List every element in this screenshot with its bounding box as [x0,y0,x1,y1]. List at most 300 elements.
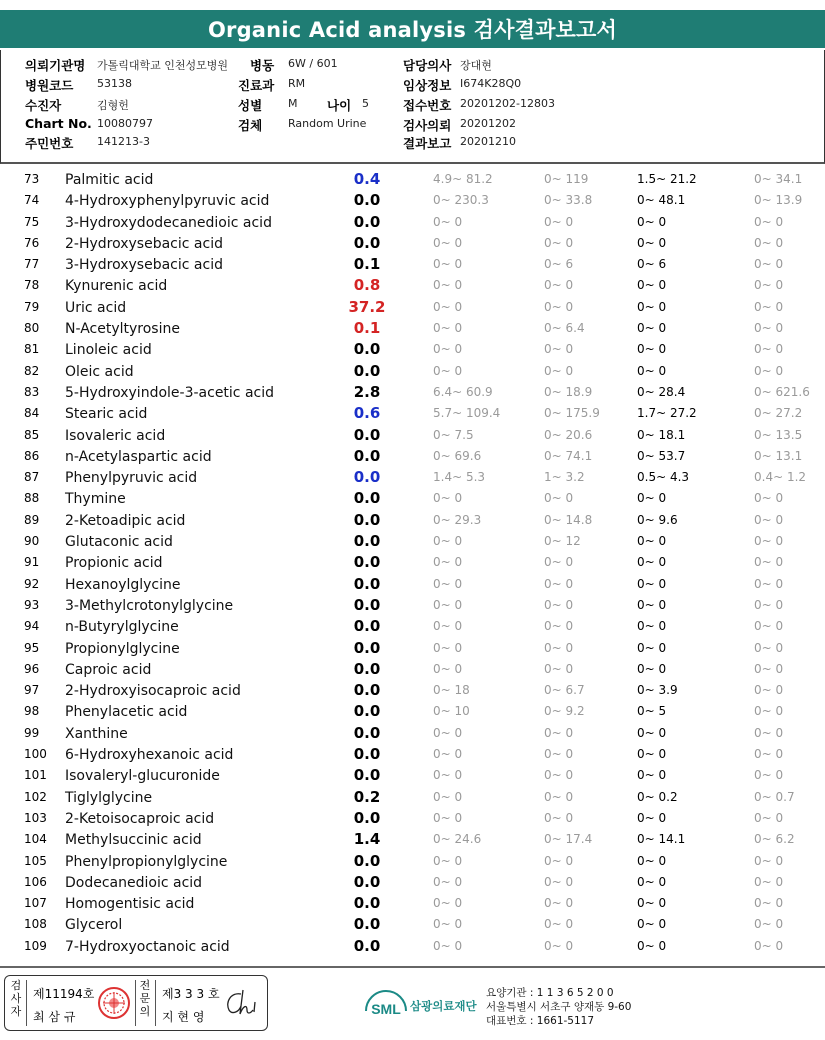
result-value: 0.0 [353,340,381,359]
doctor-value: 장대현 [460,59,492,72]
table-row [0,915,825,936]
reference-range-4: 0~ 0 [754,363,784,378]
reference-range-1: 0~ 0 [433,725,463,740]
analyte-name: Xanthine [65,725,128,742]
table-row [0,745,825,766]
reference-range-4: 0~ 13.5 [754,427,803,442]
result-value: 0.8 [353,276,381,295]
reference-range-2: 0~ 0 [544,874,574,889]
table-row [0,234,825,255]
row-number: 103 [24,810,47,825]
reference-range-2: 0~ 33.8 [544,193,593,208]
analyte-name: Stearic acid [65,406,148,423]
result-value: 0.0 [353,489,381,508]
analyte-name: Thymine [65,491,126,508]
patient-info-panel [0,50,825,164]
analyte-name: 2-Ketoisocaproic acid [65,810,215,827]
reference-range-3: 0~ 0 [637,299,667,314]
reference-range-2: 0~ 0 [544,853,574,868]
reference-range-3: 0~ 0 [637,214,667,229]
reference-range-1: 0~ 0 [433,299,463,314]
logo-mark: SML [371,1001,401,1017]
table-row [0,532,825,553]
reference-range-4: 0~ 0 [754,874,784,889]
analyte-name: Glutaconic acid [65,534,173,551]
age-label: 나이 [327,98,352,113]
reference-range-2: 0~ 0 [544,725,574,740]
specialist-license: 제3 3 3 호 [162,987,220,1001]
reference-range-1: 4.9~ 81.2 [433,172,493,186]
table-row [0,681,825,702]
table-row [0,575,825,596]
reference-range-2: 0~ 18.9 [544,384,593,399]
analyte-name: Isovaleric acid [65,427,166,444]
reference-range-4: 0~ 0 [754,938,784,953]
analyte-name: 2-Hydroxyisocaproic acid [65,683,241,700]
row-number: 91 [24,555,40,570]
table-row [0,426,825,447]
analyte-name: Hexanoylglycine [65,576,181,593]
reference-range-4: 0~ 0 [754,747,784,762]
row-number: 96 [24,661,40,676]
chart-label: Chart No. [25,116,92,131]
reference-range-2: 0~ 12 [544,534,581,549]
row-number: 84 [24,406,40,421]
reference-range-1: 0~ 0 [433,576,463,591]
reference-range-4: 0~ 0 [754,725,784,740]
report-date-label: 결과보고 [403,136,452,151]
result-value: 0.0 [353,766,381,785]
reference-range-4: 0~ 0 [754,576,784,591]
reference-range-2: 0~ 0 [544,597,574,612]
ward-label: 병동 [250,58,275,73]
analyte-name: Kynurenic acid [65,278,168,295]
reference-range-2: 0~ 0 [544,917,574,932]
reference-range-4: 0~ 34.1 [754,172,803,186]
analyte-name: Methylsuccinic acid [65,832,202,849]
reference-range-1: 0~ 0 [433,363,463,378]
reference-range-2: 0~ 6.7 [544,683,585,698]
reference-range-4: 0~ 0 [754,257,784,272]
row-number: 77 [24,257,40,272]
analyte-name: Uric acid [65,299,127,316]
reference-range-1: 0~ 0 [433,640,463,655]
table-row [0,596,825,617]
reference-range-3: 1.7~ 27.2 [637,406,697,421]
signature-box [4,975,268,1031]
reference-range-1: 0~ 230.3 [433,193,489,208]
analyte-name: Glycerol [65,917,123,934]
analyte-name: Oleic acid [65,363,134,380]
reference-range-2: 0~ 0 [544,640,574,655]
reference-range-3: 0~ 0 [637,640,667,655]
clinical-value: I674K28Q0 [460,77,522,90]
reference-range-2: 0~ 0 [544,938,574,953]
result-value: 0.0 [353,425,381,444]
reference-range-3: 0~ 0 [637,725,667,740]
table-row [0,660,825,681]
result-value: 0.0 [353,468,381,487]
reference-range-2: 0~ 0 [544,619,574,634]
result-value: 0.0 [353,808,381,827]
reference-range-3: 0~ 0 [637,491,667,506]
reference-range-2: 0~ 20.6 [544,427,593,442]
analyte-name: Homogentisic acid [65,896,195,913]
table-row [0,766,825,787]
table-row [0,447,825,468]
reference-range-4: 0~ 0 [754,683,784,698]
reference-range-1: 0~ 0 [433,896,463,911]
reference-range-3: 0~ 14.1 [637,832,686,847]
analyte-name: Isovaleryl-glucuronide [65,768,220,785]
tester-role-label: 검사자 [10,979,22,1018]
table-row [0,319,825,340]
reference-range-1: 0~ 0 [433,789,463,804]
reference-range-4: 0~ 13.9 [754,193,803,208]
reference-range-2: 0~ 0 [544,235,574,250]
reference-range-4: 0~ 0 [754,896,784,911]
result-value: 37.2 [348,297,386,316]
results-table [0,170,825,958]
analyte-name: Linoleic acid [65,342,152,359]
reference-range-2: 0~ 14.8 [544,512,593,527]
divider [135,980,136,1026]
reference-range-1: 0~ 0 [433,321,463,336]
row-number: 85 [24,427,40,442]
analyte-name: 4-Hydroxyphenylpyruvic acid [65,193,270,210]
result-value: 0.0 [353,915,381,934]
inst-value: 가톨릭대학교 인천성모병원 [97,59,229,72]
reference-range-2: 0~ 119 [544,172,589,186]
table-row [0,213,825,234]
report-date-value: 20201210 [460,135,516,148]
analyte-name: Palmitic acid [65,172,154,188]
table-row [0,276,825,297]
reference-range-4: 0~ 0 [754,235,784,250]
age-value: 5 [362,97,369,110]
reference-range-3: 0~ 0 [637,896,667,911]
result-value: 0.0 [353,745,381,764]
analyte-name: Dodecanedioic acid [65,874,203,891]
result-value: 0.0 [353,532,381,551]
analyte-name: 5-Hydroxyindole-3-acetic acid [65,384,275,401]
table-row [0,788,825,809]
row-number: 92 [24,576,40,591]
table-row [0,383,825,404]
reference-range-3: 0~ 48.1 [637,193,686,208]
result-value: 0.0 [353,936,381,955]
row-number: 74 [24,193,40,208]
reference-range-1: 0~ 24.6 [433,832,482,847]
reference-range-1: 0~ 10 [433,704,470,719]
divider [26,980,27,1026]
result-value: 0.0 [353,894,381,913]
table-row [0,873,825,894]
analyte-name: N-Acetyltyrosine [65,321,180,338]
reference-range-4: 0~ 27.2 [754,406,803,421]
reference-range-3: 0~ 0 [637,555,667,570]
request-value: 20201202 [460,117,516,130]
row-number: 94 [24,619,40,634]
institution-code: 요양기관 : 1 1 3 6 5 2 0 0 [486,987,614,999]
reference-range-2: 0~ 0 [544,342,574,357]
result-value: 0.0 [353,872,381,891]
result-value: 0.4 [353,170,381,188]
sex-value: M [288,97,298,110]
reference-range-4: 0~ 0 [754,512,784,527]
row-number: 99 [24,725,40,740]
reference-range-4: 0~ 0 [754,534,784,549]
reference-range-1: 0~ 0 [433,342,463,357]
analyte-name: 3-Hydroxydodecanedioic acid [65,214,272,231]
reference-range-3: 0~ 18.1 [637,427,686,442]
reference-range-1: 0~ 0 [433,491,463,506]
reference-range-3: 0~ 0 [637,278,667,293]
reference-range-2: 0~ 0 [544,555,574,570]
sml-logo-icon [364,989,408,1019]
reference-range-3: 0~ 0 [637,853,667,868]
table-row [0,809,825,830]
reference-range-3: 0~ 53.7 [637,448,686,463]
reference-range-2: 1~ 3.2 [544,470,585,485]
ward-value: 6W / 601 [288,57,338,70]
row-number: 76 [24,235,40,250]
reference-range-1: 0~ 0 [433,853,463,868]
analyte-name: n-Butyrylglycine [65,619,179,636]
result-value: 0.0 [353,574,381,593]
row-number: 73 [24,172,40,186]
reference-range-3: 0~ 0 [637,917,667,932]
reference-range-1: 1.4~ 5.3 [433,470,486,485]
row-number: 109 [24,938,47,953]
reference-range-2: 0~ 0 [544,768,574,783]
result-value: 2.8 [353,382,381,401]
reference-range-3: 0~ 0 [637,768,667,783]
reference-range-3: 0~ 9.6 [637,512,678,527]
reference-range-2: 0~ 0 [544,299,574,314]
table-row [0,639,825,660]
analyte-name: n-Acetylaspartic acid [65,448,212,465]
analyte-name: Tiglylglycine [65,789,153,806]
reference-range-3: 0~ 0 [637,321,667,336]
id-value: 141213-3 [97,135,150,148]
chart-value: 10080797 [97,117,153,130]
phone: 대표번호 : 1661-5117 [486,1015,595,1027]
reference-range-3: 0~ 28.4 [637,384,686,399]
reference-range-4: 0~ 0 [754,853,784,868]
result-value: 0.0 [353,212,381,231]
table-row [0,617,825,638]
reference-range-4: 0~ 0 [754,661,784,676]
request-label: 검사의뢰 [403,118,452,133]
table-row [0,489,825,510]
reference-range-4: 0~ 0 [754,810,784,825]
divider [155,980,156,1026]
reference-range-2: 0~ 0 [544,576,574,591]
row-number: 83 [24,384,40,399]
analyte-name: 2-Ketoadipic acid [65,512,186,529]
reference-range-3: 0~ 3.9 [637,683,678,698]
reference-range-1: 0~ 0 [433,619,463,634]
reference-range-4: 0~ 0 [754,768,784,783]
result-value: 0.0 [353,702,381,721]
reference-range-2: 0~ 6.4 [544,321,585,336]
analyte-name: Phenylpyruvic acid [65,470,198,487]
analyte-name: Phenylpropionylglycine [65,853,228,870]
result-value: 0.0 [353,233,381,252]
reference-range-1: 0~ 29.3 [433,512,482,527]
analyte-name: 7-Hydroxyoctanoic acid [65,938,230,955]
reference-range-1: 0~ 0 [433,917,463,932]
analyte-name: Caproic acid [65,661,152,678]
reference-range-4: 0~ 0.7 [754,789,795,804]
clinical-label: 임상정보 [403,78,452,93]
result-value: 0.0 [353,446,381,465]
table-row [0,340,825,361]
reference-range-4: 0~ 0 [754,342,784,357]
dept-value: RM [288,77,306,90]
row-number: 90 [24,534,40,549]
patient-label: 수진자 [25,98,62,113]
result-value: 0.6 [353,404,381,423]
reference-range-3: 0~ 0 [637,661,667,676]
row-number: 106 [24,874,47,889]
result-value: 0.0 [353,638,381,657]
address: 서울특별시 서초구 양재동 9-60 [486,1001,632,1013]
specimen-label: 검체 [238,118,263,133]
table-row [0,362,825,383]
reference-range-2: 0~ 0 [544,747,574,762]
reference-range-1: 6.4~ 60.9 [433,384,493,399]
analyte-name: Propionylglycine [65,640,180,657]
reference-range-4: 0~ 0 [754,214,784,229]
reference-range-3: 1.5~ 21.2 [637,172,697,186]
reference-range-1: 5.7~ 109.4 [433,406,501,421]
table-row [0,830,825,851]
reference-range-1: 0~ 0 [433,747,463,762]
result-value: 0.0 [353,361,381,380]
result-value: 0.0 [353,191,381,210]
reference-range-3: 0~ 0 [637,938,667,953]
table-row [0,170,825,191]
reference-range-2: 0~ 175.9 [544,406,600,421]
row-number: 102 [24,789,47,804]
table-row [0,724,825,745]
reference-range-2: 0~ 17.4 [544,832,593,847]
row-number: 105 [24,853,47,868]
reference-range-4: 0~ 0 [754,555,784,570]
patient-value: 김형헌 [97,99,129,112]
result-value: 0.1 [353,255,381,274]
reference-range-3: 0~ 0 [637,235,667,250]
row-number: 104 [24,832,47,847]
reference-range-2: 0~ 9.2 [544,704,585,719]
row-number: 100 [24,747,47,762]
table-row [0,511,825,532]
reference-range-1: 0~ 0 [433,810,463,825]
table-row [0,702,825,723]
specialist-role-label: 전문의 [139,979,151,1018]
reference-range-2: 0~ 0 [544,491,574,506]
result-value: 0.0 [353,681,381,700]
receipt-value: 20201202-12803 [460,97,555,110]
reference-range-1: 0~ 0 [433,235,463,250]
receipt-label: 접수번호 [403,98,452,113]
reference-range-3: 0~ 0 [637,534,667,549]
org-name: 삼광의료재단 [410,999,477,1013]
reference-range-3: 0~ 0 [637,342,667,357]
analyte-name: 3-Hydroxysebacic acid [65,257,223,274]
row-number: 108 [24,917,47,932]
table-row [0,553,825,574]
tester-license: 제11194호 [33,987,95,1001]
signature-icon [223,988,261,1018]
reference-range-1: 0~ 0 [433,534,463,549]
result-value: 1.4 [353,830,381,849]
reference-range-4: 0~ 13.1 [754,448,803,463]
dept-label: 진료과 [238,78,275,93]
row-number: 97 [24,683,40,698]
reference-range-2: 0~ 0 [544,810,574,825]
table-row [0,852,825,873]
result-value: 0.2 [353,787,381,806]
reference-range-3: 0~ 6 [637,257,667,272]
result-value: 0.0 [353,595,381,614]
reference-range-4: 0~ 0 [754,917,784,932]
table-row [0,298,825,319]
reference-range-2: 0~ 0 [544,789,574,804]
reference-range-4: 0~ 621.6 [754,384,810,399]
table-row [0,255,825,276]
reference-range-1: 0~ 0 [433,278,463,293]
sex-label: 성별 [238,98,263,113]
reference-range-2: 0~ 0 [544,278,574,293]
row-number: 101 [24,768,47,783]
row-number: 98 [24,704,40,719]
result-value: 0.0 [353,851,381,870]
hosp-code-value: 53138 [97,77,132,90]
row-number: 80 [24,321,40,336]
tester-name: 최 삼 규 [33,1010,76,1024]
result-value: 0.0 [353,553,381,572]
table-row [0,468,825,489]
analyte-name: Propionic acid [65,555,163,572]
reference-range-2: 0~ 0 [544,896,574,911]
reference-range-4: 0~ 0 [754,619,784,634]
table-row [0,404,825,425]
reference-range-3: 0~ 0 [637,810,667,825]
reference-range-1: 0~ 0 [433,874,463,889]
reference-range-4: 0~ 0 [754,704,784,719]
analyte-name: 6-Hydroxyhexanoic acid [65,747,234,764]
row-number: 81 [24,342,40,357]
reference-range-3: 0~ 0 [637,576,667,591]
row-number: 86 [24,448,40,463]
analyte-name: 3-Methylcrotonylglycine [65,597,234,614]
row-number: 75 [24,214,40,229]
reference-range-1: 0~ 18 [433,683,470,698]
result-value: 0.0 [353,617,381,636]
reference-range-3: 0~ 0.2 [637,789,678,804]
reference-range-3: 0~ 0 [637,747,667,762]
row-number: 107 [24,896,47,911]
reference-range-1: 0~ 0 [433,597,463,612]
reference-range-4: 0~ 0 [754,321,784,336]
reference-range-3: 0~ 0 [637,619,667,634]
reference-range-2: 0~ 6 [544,257,574,272]
official-seal-icon [97,986,131,1020]
reference-range-3: 0~ 0 [637,363,667,378]
